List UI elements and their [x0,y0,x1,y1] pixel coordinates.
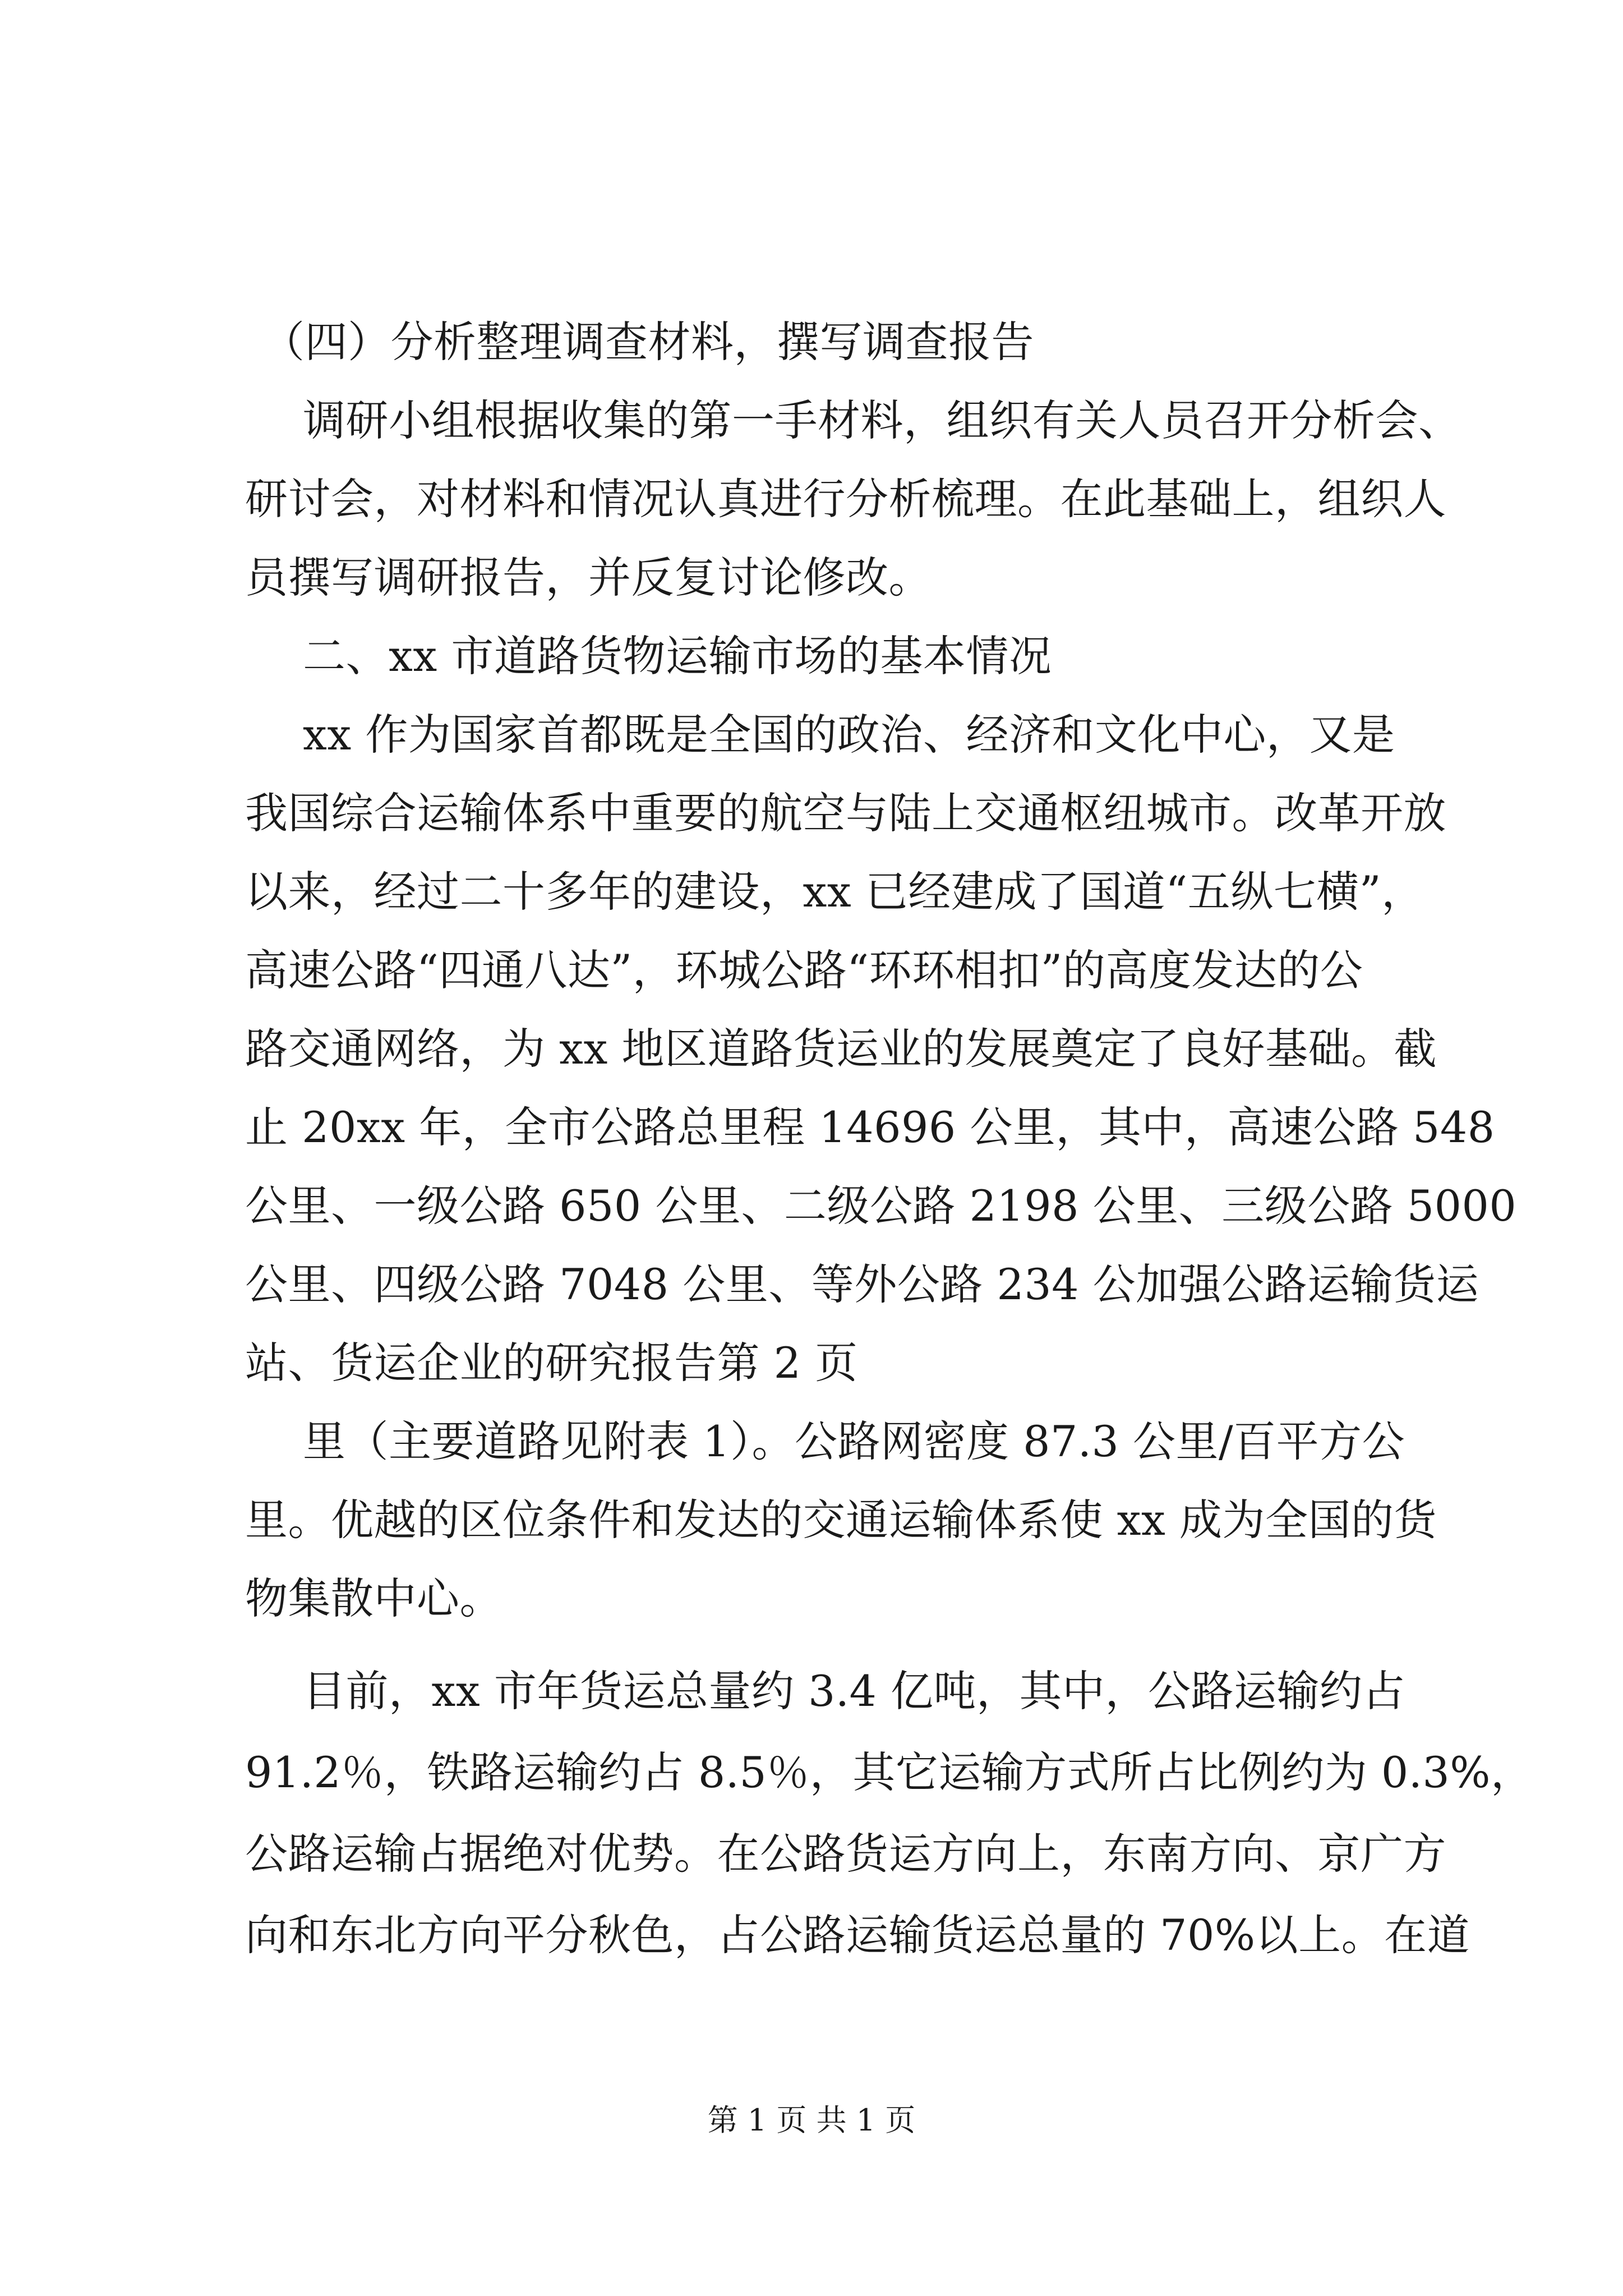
text-line: 物集散中心。 [245,1573,502,1623]
text-line: 高速公路“四通八达”，环城公路“环环相扣”的高度发达的公 [245,945,1363,995]
section-heading: 二、xx 市道路货物运输市场的基本情况 [303,631,1052,681]
text-line: 91.2％，铁路运输约占 8.5％，其它运输方式所占比例约为 0.3%， [245,1747,1534,1797]
text-line: 公里、四级公路 7048 公里、等外公路 234 公加强公路运输货运 [245,1259,1479,1309]
text-line: 以来，经过二十多年的建设，xx 已经建成了国道“五纵七横”， [245,867,1424,917]
text-line: 员撰写调研报告，并反复讨论修改。 [245,553,932,602]
text-line: 调研小组根据收集的第一手材料，组织有关人员召开分析会、 [303,395,1461,445]
text-line: 里。优越的区位条件和发达的交通运输体系使 xx 成为全国的货 [245,1495,1437,1545]
text-line: 站、货运企业的研究报告第 2 页 [245,1338,858,1388]
text-line: 止 20xx 年，全市公路总里程 14696 公里，其中，高速公路 548 [245,1102,1495,1152]
text-line: 公路运输占据绝对优势。在公路货运方向上，东南方向、京广方 [245,1829,1446,1879]
text-line: 里（主要道路见附表 1）。公路网密度 87.3 公里/百平方公 [303,1416,1405,1466]
page-footer: 第 1 页 共 1 页 [707,2102,916,2138]
text-line: xx 作为国家首都既是全国的政治、经济和文化中心，又是 [303,710,1395,760]
text-line: 我国综合运输体系中重要的航空与陆上交通枢纽城市。改革开放 [245,788,1446,838]
text-line: 向和东北方向平分秋色，占公路运输货运总量的 70%以上。在道 [245,1910,1470,1960]
text-line: 目前，xx 市年货运总量约 3.4 亿吨，其中，公路运输约占 [303,1666,1406,1716]
text-line: 研讨会，对材料和情况认真进行分析梳理。在此基础上，组织人 [245,474,1446,524]
text-line: 路交通网络，为 xx 地区道路货运业的发展奠定了良好基础。截 [245,1024,1437,1074]
text-line: 公里、一级公路 650 公里、二级公路 2198 公里、三级公路 5000 [245,1181,1517,1231]
text-line: （四）分析整理调查材料，撰写调查报告 [262,317,1034,367]
